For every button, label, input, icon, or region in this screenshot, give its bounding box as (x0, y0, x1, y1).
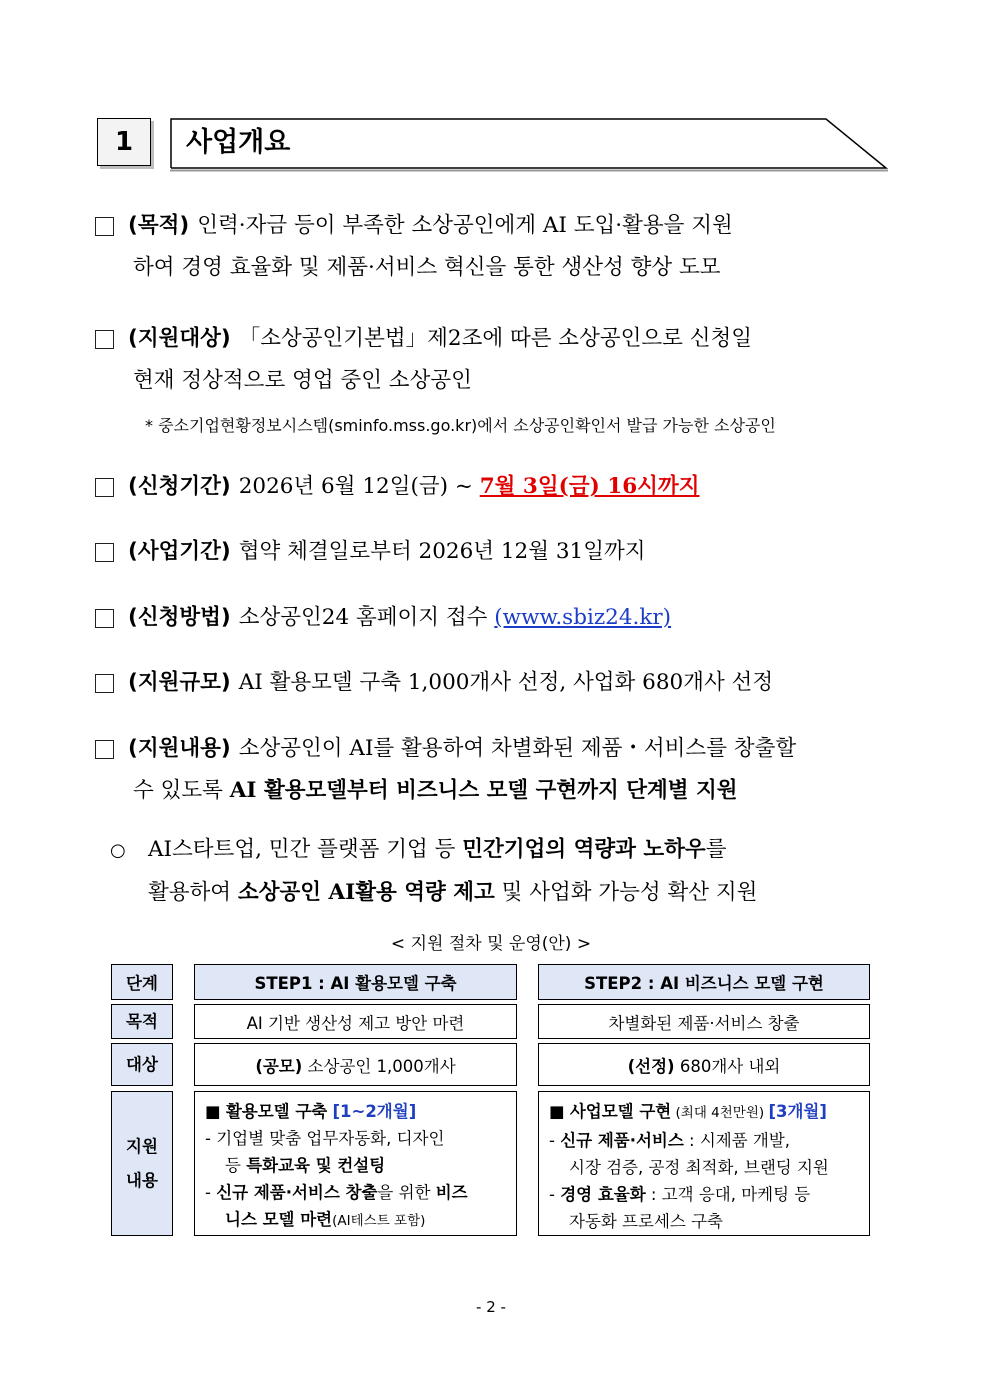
table-target-step2: (선정) 680개사 내외 (538, 1043, 870, 1086)
circle-bullet-icon: ○ (110, 840, 126, 861)
checkbox-square-icon (95, 674, 114, 693)
page-number: - 2 - (476, 1298, 506, 1316)
table-purpose-step2: 차별화된 제품·서비스 창출 (538, 1004, 870, 1039)
section-title: 사업개요 (186, 127, 291, 158)
table-header-step1: STEP1 : AI 활용모델 구축 (194, 964, 517, 1000)
table-caption: < 지원 절차 및 운영(안) > (390, 934, 592, 954)
sbiz24-link[interactable]: (www.sbiz24.kr) (494, 605, 672, 630)
checkbox-square-icon (95, 609, 114, 628)
checkbox-square-icon (95, 330, 114, 349)
item-application-method: (신청방법) 소상공인24 홈페이지 접수 (www.sbiz24.kr) (95, 597, 890, 639)
checkbox-square-icon (95, 478, 114, 497)
item-project-period: (사업기간) 협약 체결일로부터 2026년 12월 31일까지 (95, 531, 890, 573)
table-label-support: 지원 내용 (111, 1091, 173, 1236)
table-purpose-step1: AI 기반 생산성 제고 방안 마련 (194, 1004, 517, 1039)
sub-item-private-partners: ○ AI스타트업, 민간 플랫폼 기업 등 민간기업의 역량과 노하우를 활용하여 소상공인 AI활용 역량 제고 및 사업화 가능성 확산 지원 (110, 829, 890, 914)
square-bullet-icon: ■ (205, 1102, 226, 1121)
eligibility-note: * 중소기업현황정보시스템(sminfo.mss.go.kr)에서 소상공인확인서 발급 가능한 소상공인 (145, 416, 776, 435)
checkbox-square-icon (95, 217, 114, 236)
section-number: 1 (97, 118, 151, 166)
deadline-highlight: 7월 3일(금) 16시까지 (479, 474, 700, 499)
item-application-period: (신청기간) 2026년 6월 12일(금) ~ 7월 3일(금) 16시까지 (95, 466, 890, 508)
checkbox-square-icon (95, 543, 114, 562)
table-header-stage: 단계 (111, 964, 173, 1000)
table-target-step1: (공모) 소상공인 1,000개사 (194, 1043, 517, 1086)
item-eligibility: (지원대상) 「소상공인기본법」제2조에 따른 소상공인으로 신청일 현재 정상적으로 영업 중인 소상공인 (95, 318, 890, 402)
item-support-content: (지원내용) 소상공인이 AI를 활용하여 차별화된 제품・서비스를 창출할 수 있도록 AI 활용모델부터 비즈니스 모델 구현까지 단계별 지원 (95, 728, 890, 812)
table-support-step1: ■ 활용모델 구축 [1~2개월] - 기업별 맞춤 업무자동화, 디자인 등 특화교육 및 컨설팅 - 신규 제품·서비스 창출을 위한 비즈 니스 모델 마련(AI테스트 포함) (194, 1091, 517, 1236)
item-support-scale: (지원규모) AI 활용모델 구축 1,000개사 선정, 사업화 680개사 선정 (95, 662, 890, 704)
table-header-step2: STEP2 : AI 비즈니스 모델 구현 (538, 964, 870, 1000)
table-support-step2: ■ 사업모델 구현 (최대 4천만원) [3개월] - 신규 제품·서비스 : 시제품 개발, 시장 검증, 공정 최적화, 브랜딩 지원 - 경영 효율화 : 고객 응대, 마케팅 등 자동화 프로세스 구축 (538, 1091, 870, 1236)
square-bullet-icon: ■ (549, 1102, 570, 1121)
checkbox-square-icon (95, 740, 114, 759)
table-label-target: 대상 (111, 1043, 173, 1086)
table-label-purpose: 목적 (111, 1004, 173, 1039)
item-purpose: (목적) 인력·자금 등이 부족한 소상공인에게 AI 도입·활용을 지원 하여 경영 효율화 및 제품·서비스 혁신을 통한 생산성 향상 도모 (95, 205, 890, 289)
